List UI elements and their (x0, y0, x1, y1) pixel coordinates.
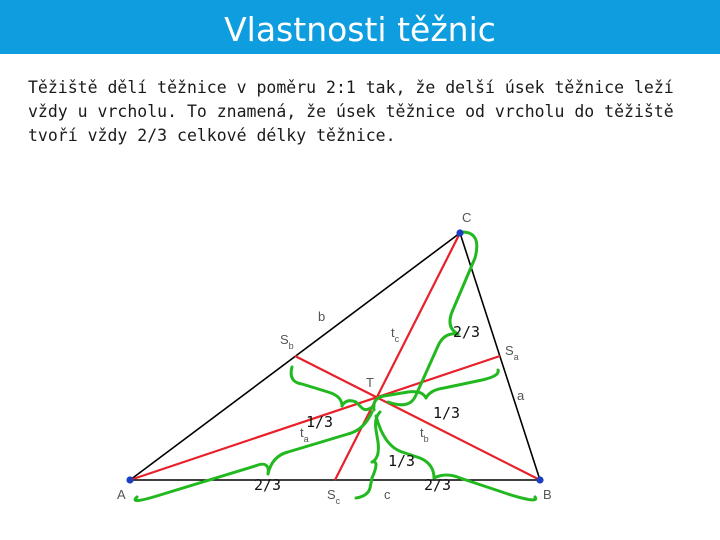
centroid-label: T (366, 375, 374, 390)
vertex-point-A (126, 476, 133, 483)
median-label-ta: $t_a$ (300, 425, 309, 444)
side-label-c: c (384, 487, 391, 502)
midpoint-label-Sa: $S_a$ (505, 343, 519, 362)
bracket-c-short (356, 412, 380, 498)
vertex-label-C: C (462, 210, 472, 225)
vertex-point-C (456, 229, 463, 236)
ratio-label-b-short: 1/3 (306, 413, 334, 431)
ratio-label-c-short: 1/3 (388, 452, 416, 470)
vertex-label-A: A (117, 487, 126, 502)
midpoint-label-Sb: $S_b$ (280, 332, 294, 351)
midpoint-label-Sc: $S_c$ (327, 487, 341, 506)
ratio-label-b-long: 2/3 (424, 476, 452, 494)
ratio-label-a-short: 1/3 (433, 404, 461, 422)
body-text: Těžiště dělí těžnice v poměru 2:1 tak, že delší úsek těžnice leží vždy u vrcholu. To znamená, že úsek těžnice od vrcholu do těžiště tvoří vždy 2/3 celkové délky těžnice. (28, 78, 674, 145)
ratio-label-a-long: 2/3 (254, 476, 282, 494)
ratio-label-c-long: 2/3 (453, 323, 481, 341)
median-label-tc: $t_c$ (391, 325, 400, 344)
side-label-b: b (318, 309, 326, 324)
slide-title: Vlastnosti těžnic (224, 10, 496, 49)
vertex-label-B: B (543, 487, 552, 502)
median-label-tb: $t_b$ (420, 425, 429, 444)
vertex-point-B (536, 476, 543, 483)
side-label-a: a (517, 388, 525, 403)
median-tc (335, 233, 460, 480)
